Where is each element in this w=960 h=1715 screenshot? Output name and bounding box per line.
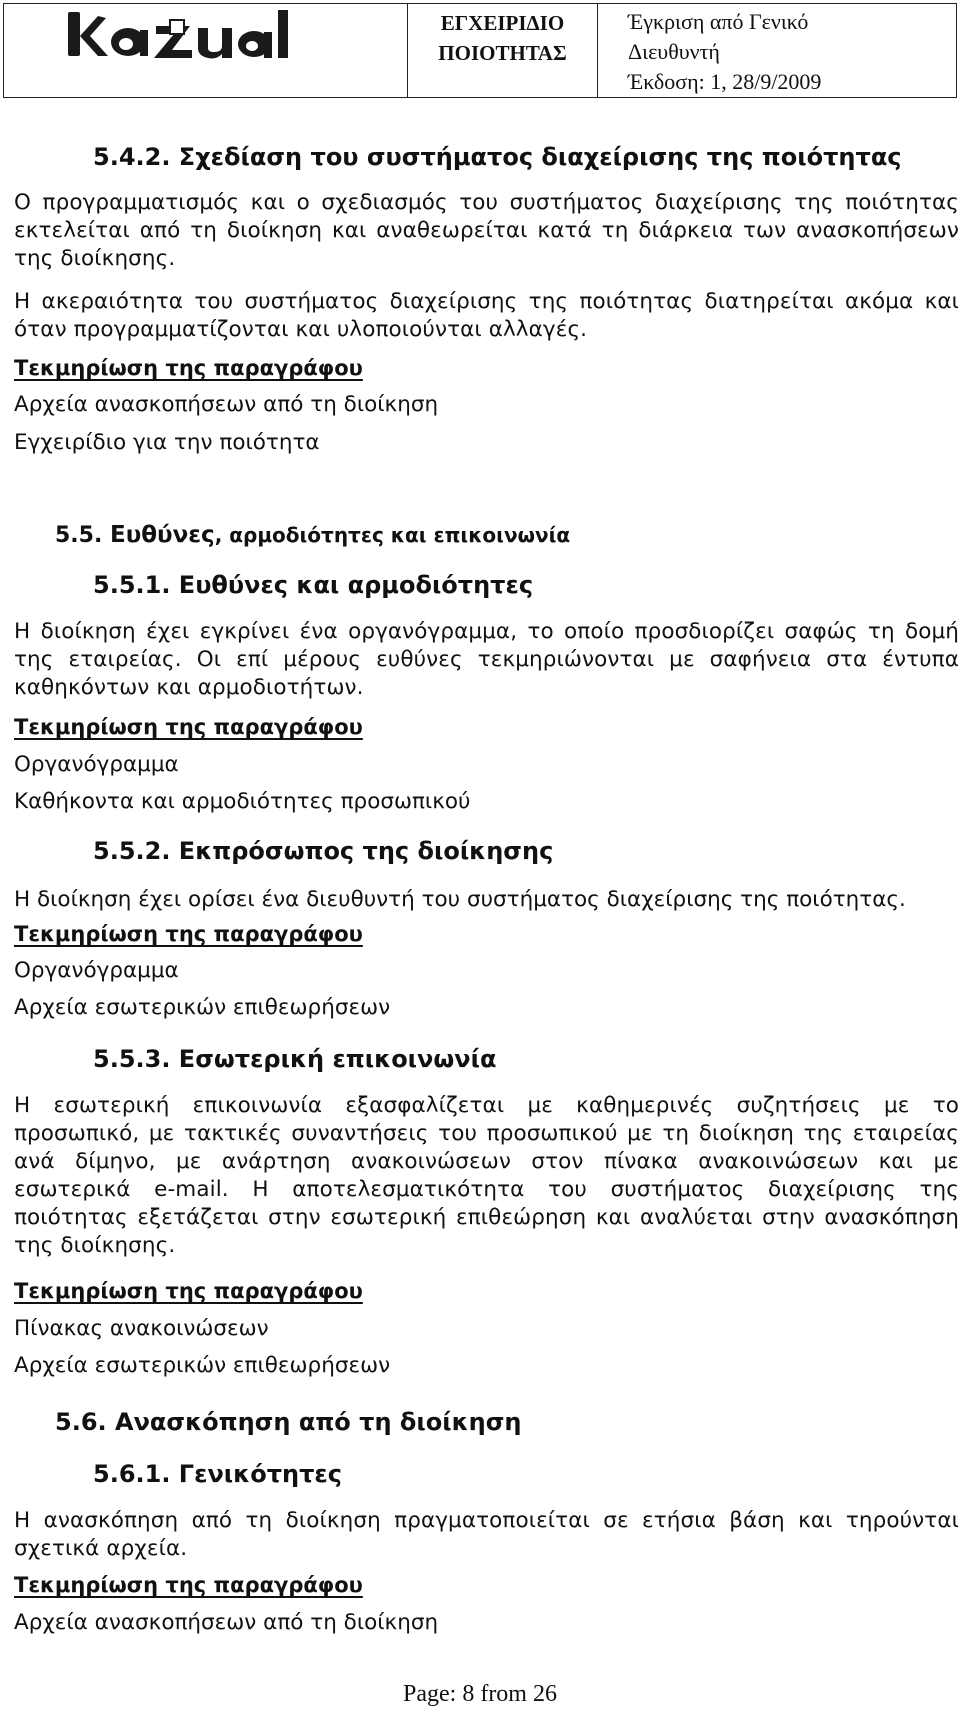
section-5-5-2-paragraph: Η διοίκηση έχει ορίσει ένα διευθυντή του συστήματος διαχείρισης της ποιότητας. (14, 887, 906, 912)
section-title-bold: Ευθύνες (110, 522, 215, 548)
documentation-label: Τεκμηρίωση της παραγράφου (14, 1279, 363, 1303)
approval-line2: Διευθυντή (628, 39, 720, 64)
documentation-item: Αρχεία ανασκοπήσεων από τη διοίκηση (14, 392, 439, 417)
documentation-item: Οργανόγραμμα (14, 958, 179, 983)
page-number: Page: 8 from 26 (403, 1681, 557, 1707)
section-5-4-2-paragraph-2: Η ακεραιότητα του συστήματος διαχείρισης της ποιότητας διατηρείται ακόμα και όταν προγραμματίζονται και υλοποιούνται αλλαγές. (14, 289, 959, 342)
documentation-label: Τεκμηρίωση της παραγράφου (14, 1573, 363, 1597)
manual-title-line1: ΕΓΧΕΙΡΙΔΙΟ (440, 11, 565, 35)
company-logo (4, 4, 408, 97)
documentation-label: Τεκμηρίωση της παραγράφου (14, 356, 363, 380)
section-5-5-1-paragraph: Η διοίκηση έχει εγκρίνει ένα οργανόγραμμα, το οποίο προσδιορίζει σαφώς τη δομή της εταιρείας. Οι επί μέρους ευθύνες τεκμηριώνονται με σαφήνεια στα έντυπα καθηκόντων και αρμοδιοτήτων. (14, 619, 959, 700)
section-heading-5-4-2: 5.4.2. Σχεδίαση του συστήματος διαχείρισης της ποιότητας (93, 143, 902, 171)
documentation-item: Οργανόγραμμα (14, 752, 179, 777)
section-heading-5-6-1: 5.6.1. Γενικότητες (93, 1460, 342, 1488)
approval-version: Έκδοση: 1, 28/9/2009 (628, 69, 822, 94)
section-heading-5-5 (55, 522, 570, 548)
documentation-label: Τεκμηρίωση της παραγράφου (14, 922, 363, 946)
approval-info (598, 4, 956, 97)
documentation-label: Τεκμηρίωση της παραγράφου (14, 715, 363, 739)
section-heading-5-6: 5.6. Ανασκόπηση από τη διοίκηση (55, 1408, 522, 1436)
section-5-6-1-paragraph: Η ανασκόπηση από τη διοίκηση πραγματοποιείται σε ετήσια βάση και τηρούνται σχετικά αρχεία. (14, 1508, 959, 1561)
section-5-4-2-paragraph-1: Ο προγραμματισμός και ο σχεδιασμός του συστήματος διαχείρισης της ποιότητας εκτελείται από τη διοίκηση και αναθεωρείται κατά τη διάρκεια των ανασκοπήσεων της διοίκησης. (14, 190, 959, 271)
section-heading-5-5-3: 5.5.3. Εσωτερική επικοινωνία (93, 1045, 497, 1073)
documentation-item: Καθήκοντα και αρμοδιότητες προσωπικού (14, 789, 471, 814)
documentation-item: Αρχεία εσωτερικών επιθεωρήσεων (14, 1353, 391, 1378)
manual-title (408, 4, 598, 97)
documentation-item: Αρχεία εσωτερικών επιθεωρήσεων (14, 995, 391, 1020)
manual-title-line2: ΠΟΙΟΤΗΤΑΣ (438, 41, 567, 65)
approval-line1: Έγκριση από Γενικό (628, 9, 809, 34)
documentation-item: Εγχειρίδιο για την ποιότητα (14, 430, 320, 455)
section-number: 5.5. (55, 523, 103, 548)
section-heading-5-5-1: 5.5.1. Ευθύνες και αρμοδιότητες (93, 571, 534, 599)
documentation-item: Πίνακας ανακοινώσεων (14, 1316, 269, 1341)
section-title-rest: , αρμοδιότητες και επικοινωνία (214, 523, 571, 547)
section-5-5-3-paragraph: Η εσωτερική επικοινωνία εξασφαλίζεται με καθημερινές συζητήσεις με το προσωπικό, με τακτικές συναντήσεις του προσωπικού με τη διοίκηση της εταιρείας ανά δίμηνο, με ανάρτηση ανακοινώσεων στον πίνακα ανακοινώσεων και με εσωτερικά e-mail. Η αποτελεσματικότητα του συστήματος διαχείρισης της ποιότητας εξετάζεται στην εσωτερική επιθεώρηση και αναλύεται στην ανασκόπηση της διοίκησης. (14, 1093, 959, 1258)
kazual-logo-graphic (64, 6, 304, 68)
documentation-item: Αρχεία ανασκοπήσεων από τη διοίκηση (14, 1610, 439, 1635)
document-header (3, 3, 957, 98)
section-heading-5-5-2: 5.5.2. Εκπρόσωπος της διοίκησης (93, 837, 554, 865)
